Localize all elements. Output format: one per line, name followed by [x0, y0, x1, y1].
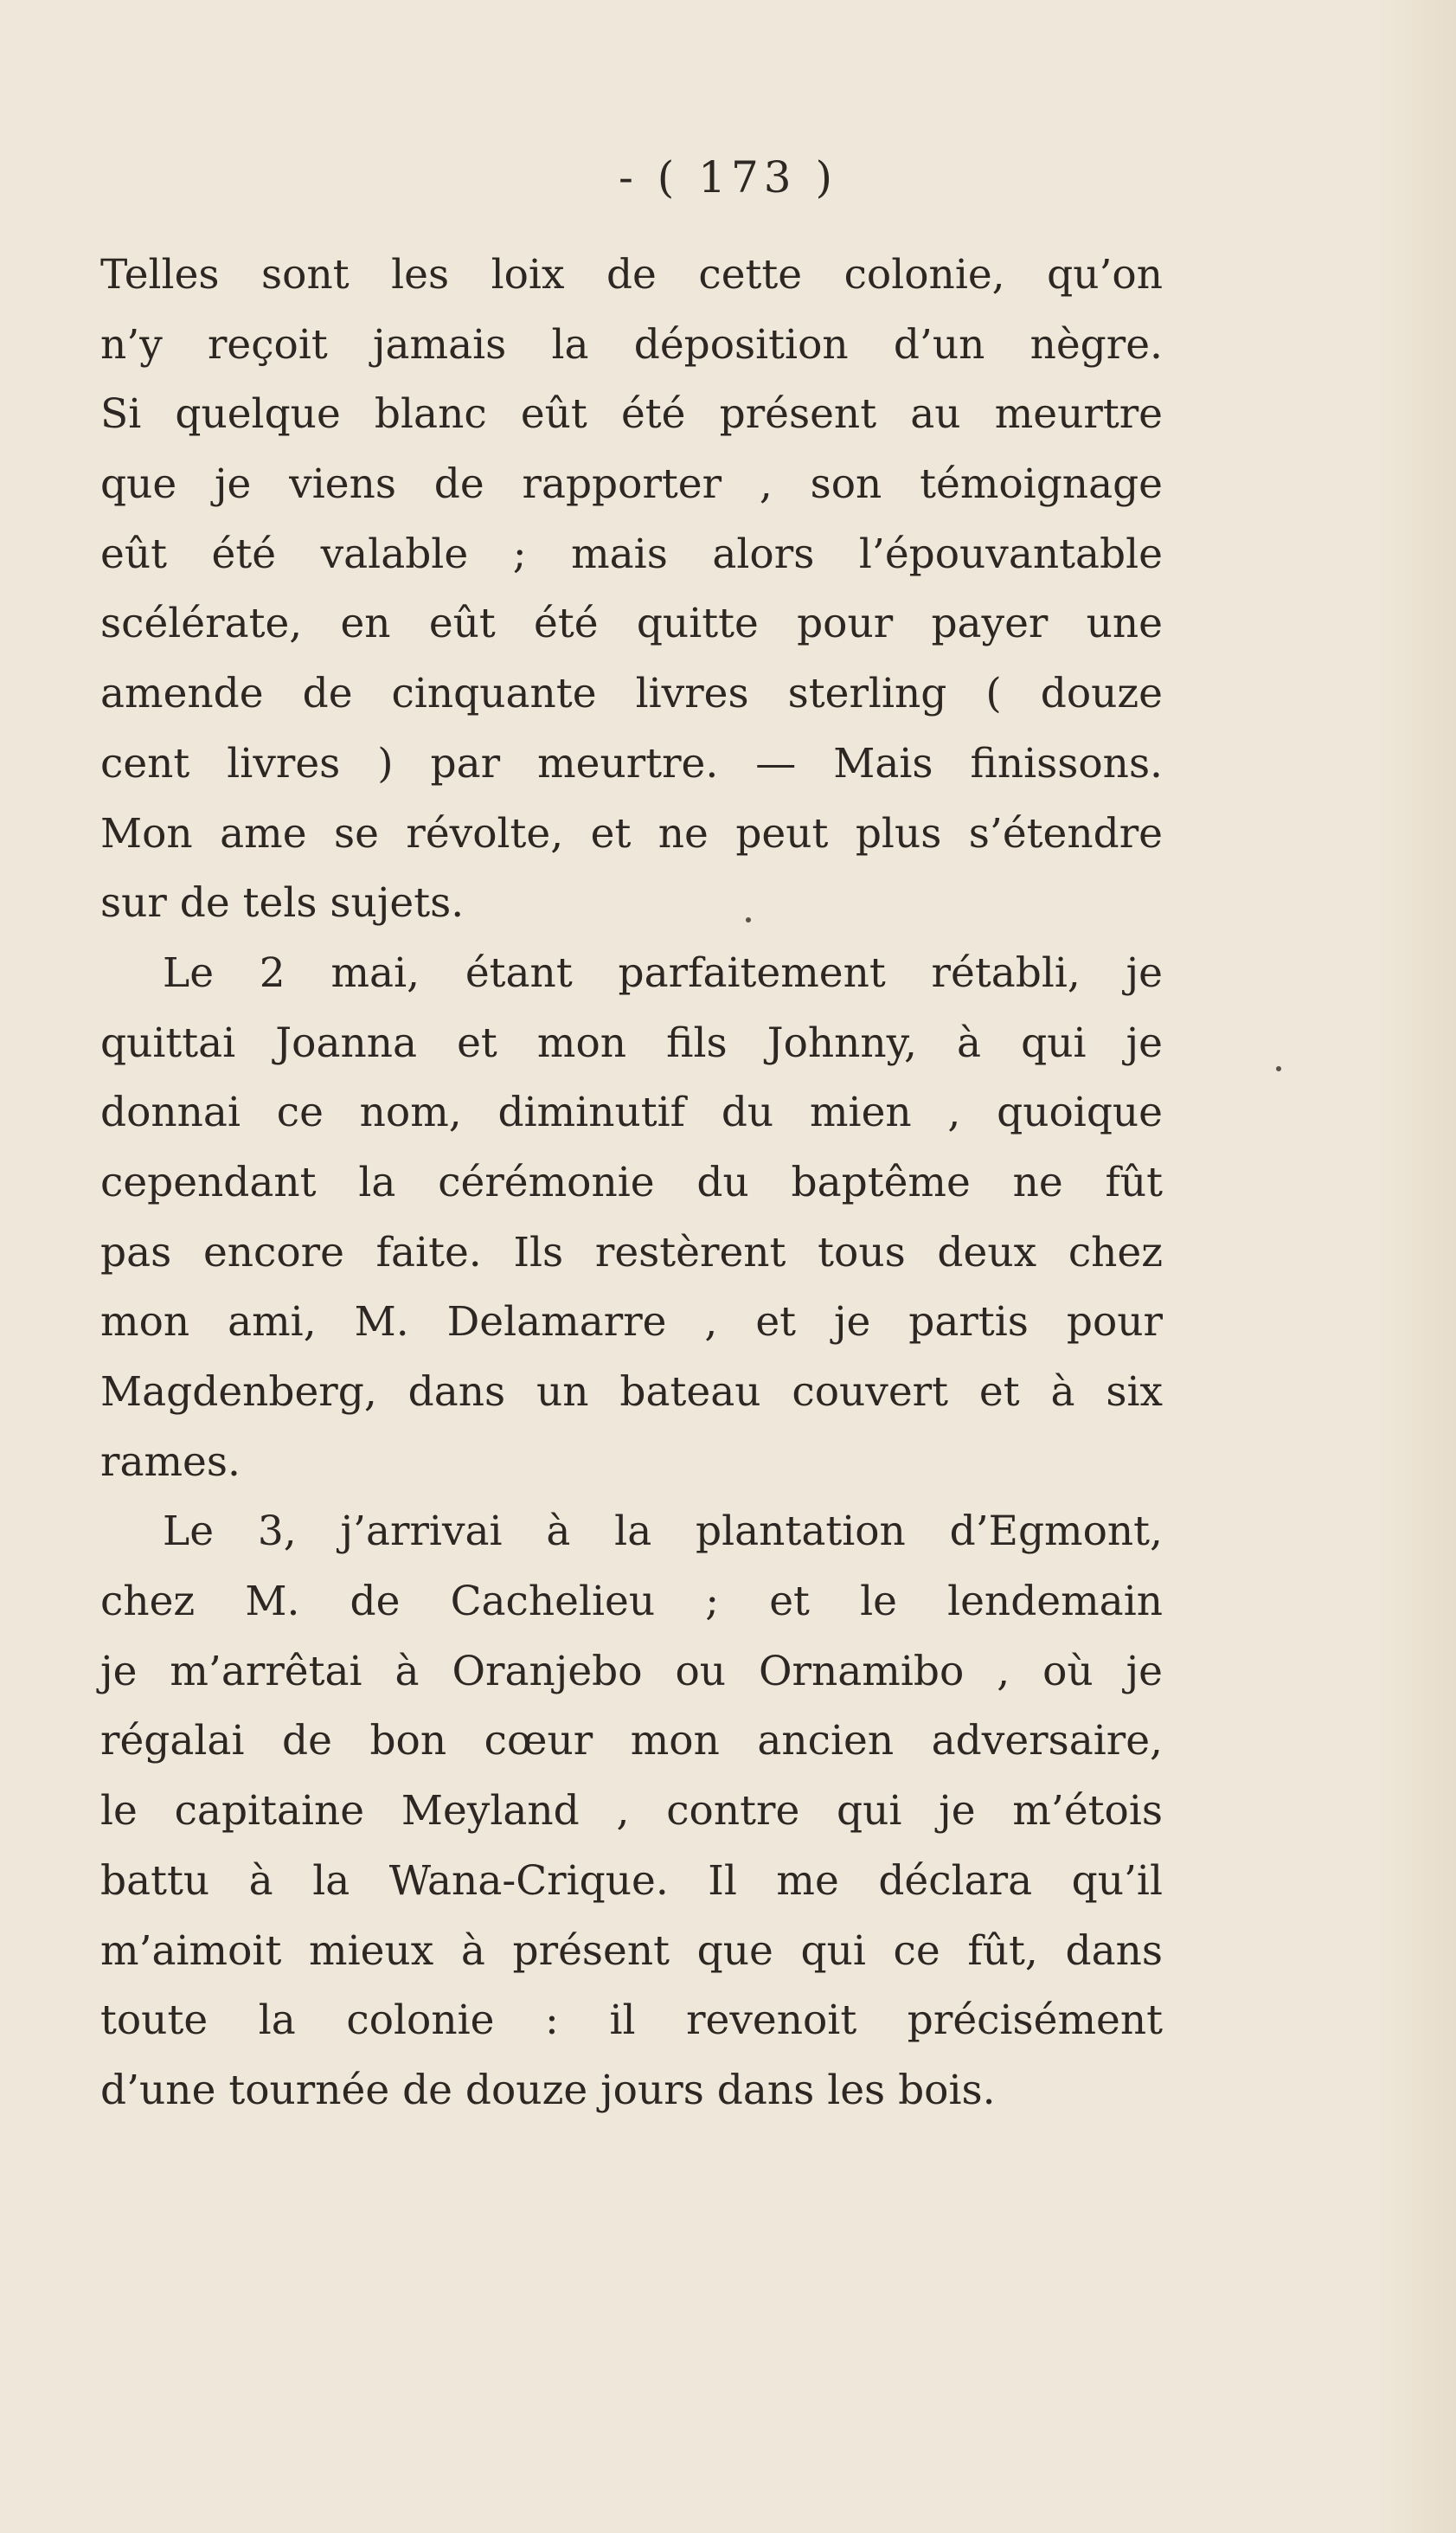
text-line: Telles sont les loix de cette colonie, qu’on [100, 251, 1163, 299]
text-line: n’y reçoit jamais la déposition d’un nègre. [100, 320, 1163, 369]
text-line: je m’arrêtai à Oranjebo ou Ornamibo , où je [100, 1647, 1163, 1695]
text-line: pas encore faite. Ils restèrent tous deux chez [100, 1228, 1163, 1276]
paragraph-end-line: sur de tels sujets. [100, 879, 465, 928]
text-line: battu à la Wana-Crique. Il me déclara qu’il [100, 1856, 1163, 1905]
text-line: m’aimoit mieux à présent que qui ce fût, dans [100, 1926, 1163, 1975]
text-line: amende de cinquante livres sterling ( douze [100, 670, 1163, 718]
text-line: Mon ame se révolte, et ne peut plus s’étendre [100, 809, 1163, 858]
text-line: cent livres ) par meurtre. — Mais finissons. [100, 739, 1163, 788]
page-number: - ( 173 ) [618, 152, 838, 203]
paragraph-end-line: d’une tournée de douze jours dans les bois. [100, 2066, 996, 2114]
text-line: Si quelque blanc eût été présent au meurtre [100, 390, 1163, 439]
text-line: régalai de bon cœur mon ancien adversaire, [100, 1717, 1163, 1765]
text-line: toute la colonie : il revenoit précisément [100, 1996, 1163, 2045]
text-line: cependant la cérémonie du baptême ne fût [100, 1158, 1163, 1206]
text-line: que je viens de rapporter , son témoignage [100, 460, 1163, 509]
body-text [100, 241, 1163, 2126]
text-line: quittai Joanna et mon fils Johnny, à qui je [100, 1019, 1163, 1067]
text-line: le capitaine Meyland , contre qui je m’étois [100, 1787, 1163, 1835]
text-line: chez M. de Cachelieu ; et le lendemain [100, 1578, 1163, 1626]
ink-speck [1276, 1066, 1281, 1071]
paragraph-start-line: Le 3, j’arrivai à la plantation d’Egmont, [163, 1508, 1163, 1556]
text-line: scélérate, en eût été quitte pour payer une [100, 600, 1163, 648]
text-line: eût été valable ; mais alors l’épouvantable [100, 530, 1163, 578]
paragraph-start-line: Le 2 mai, étant parfaitement rétabli, je [163, 948, 1163, 997]
ink-speck [746, 917, 751, 923]
page-edge-shading [1378, 0, 1456, 2533]
text-line: donnai ce nom, diminutif du mien , quoique [100, 1089, 1163, 1137]
text-line: mon ami, M. Delamarre , et je partis pour [100, 1298, 1163, 1347]
paragraph-end-line: rames. [100, 1437, 241, 1486]
text-line: Magdenberg, dans un bateau couvert et à six [100, 1368, 1163, 1416]
